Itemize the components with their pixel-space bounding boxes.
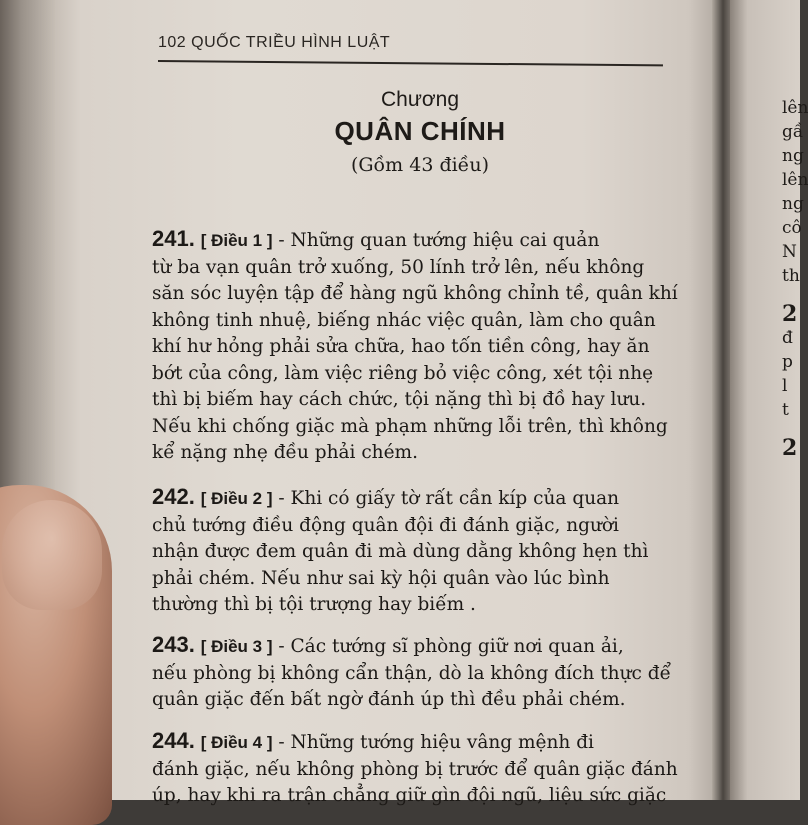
- article-244: [152, 728, 678, 810]
- article-number: 243.: [152, 632, 195, 657]
- article-number: 242.: [152, 484, 195, 509]
- article-first-line: [152, 728, 672, 757]
- right-fragment: 2: [782, 301, 798, 327]
- right-page-text: [782, 96, 808, 460]
- right-fragment: 2: [782, 435, 798, 461]
- right-fragment: gầ: [782, 122, 804, 142]
- article-line: phải chém. Nếu như sai kỳ hội quân vào lúc bình: [152, 567, 610, 589]
- article-first-line: [152, 226, 672, 255]
- right-fragment: ng: [782, 194, 804, 214]
- article-line: kể nặng nhẹ đều phải chém.: [152, 442, 418, 463]
- article-line: thì bị biếm hay cách chức, tội nặng thì bị đồ hay lưu.: [152, 389, 647, 410]
- article-line: - Những tướng hiệu vâng mệnh đi: [272, 732, 594, 753]
- right-fragment: N: [782, 242, 797, 262]
- right-fragment: l: [782, 376, 788, 396]
- article-dieu: [ Điều 3 ]: [200, 637, 273, 656]
- article-line: - Khi có giấy tờ rất cần kíp của quan: [272, 488, 620, 509]
- article-line: - Những quan tướng hiệu cai quản: [272, 230, 600, 251]
- article-number: 244.: [152, 728, 195, 753]
- chapter-title: QUÂN CHÍNH: [334, 116, 506, 146]
- article-dieu: [ Điều 4 ]: [200, 733, 273, 752]
- right-fragment: lên: [782, 170, 808, 190]
- article-line: úp, hay khi ra trận chẳng giữ gìn đội ngũ, liệu sức giặc: [152, 785, 667, 806]
- article-first-line: [152, 484, 672, 513]
- thumbnail-highlight: [2, 500, 102, 610]
- article-242: [152, 484, 672, 619]
- article-line: thường thì bị tội trượng hay biếm .: [152, 594, 476, 615]
- right-fragment: cô: [782, 218, 802, 238]
- right-fragment: t: [782, 400, 789, 420]
- right-fragment: ng: [782, 146, 804, 166]
- article-dieu: [ Điều 2 ]: [200, 489, 273, 508]
- right-fragment: đ: [782, 328, 793, 348]
- article-line: không tinh nhuệ, biếng nhác việc quân, làm cho quân: [152, 309, 656, 331]
- article-first-line: [152, 632, 672, 661]
- article-line: Nếu khi chống giặc mà phạm những lỗi trên, thì không: [152, 415, 668, 437]
- article-line: nhận được đem quân đi mà dùng dằng không hẹn thì: [152, 541, 649, 562]
- article-243: [152, 632, 672, 714]
- article-number: 241.: [152, 226, 195, 251]
- article-line: khí hư hỏng phải sửa chữa, hao tốn tiền công, hay ăn: [152, 336, 650, 357]
- article-line: đánh giặc, nếu không phòng bị trước để quân giặc đánh: [152, 758, 678, 780]
- right-fragment: lên: [782, 98, 808, 118]
- article-241: [152, 226, 678, 467]
- right-fragment: p: [782, 352, 793, 372]
- right-fragment: th: [782, 266, 800, 286]
- article-dieu: [ Điều 1 ]: [200, 231, 273, 250]
- article-line: chủ tướng điều động quân đội đi đánh giặc, người: [152, 514, 619, 536]
- article-line: từ ba vạn quân trở xuống, 50 lính trở lên, nếu không: [152, 256, 645, 278]
- chapter-subtitle: (Gồm 43 điều): [350, 154, 490, 176]
- article-line: bớt của công, làm việc riêng bỏ việc công, xét tội nhẹ: [152, 362, 654, 384]
- article-line: - Các tướng sĩ phòng giữ nơi quan ải,: [272, 636, 624, 657]
- article-line: nếu phòng bị không cẩn thận, dò la không đích thực để: [152, 662, 671, 684]
- running-head: 102 QUỐC TRIỀU HÌNH LUẬT: [158, 34, 391, 51]
- article-line: quân giặc đến bất ngờ đánh úp thì đều phải chém.: [152, 689, 626, 710]
- article-line: săn sóc luyện tập để hàng ngũ không chỉnh tề, quân khí: [152, 283, 678, 304]
- chapter-label: Chương: [380, 88, 460, 111]
